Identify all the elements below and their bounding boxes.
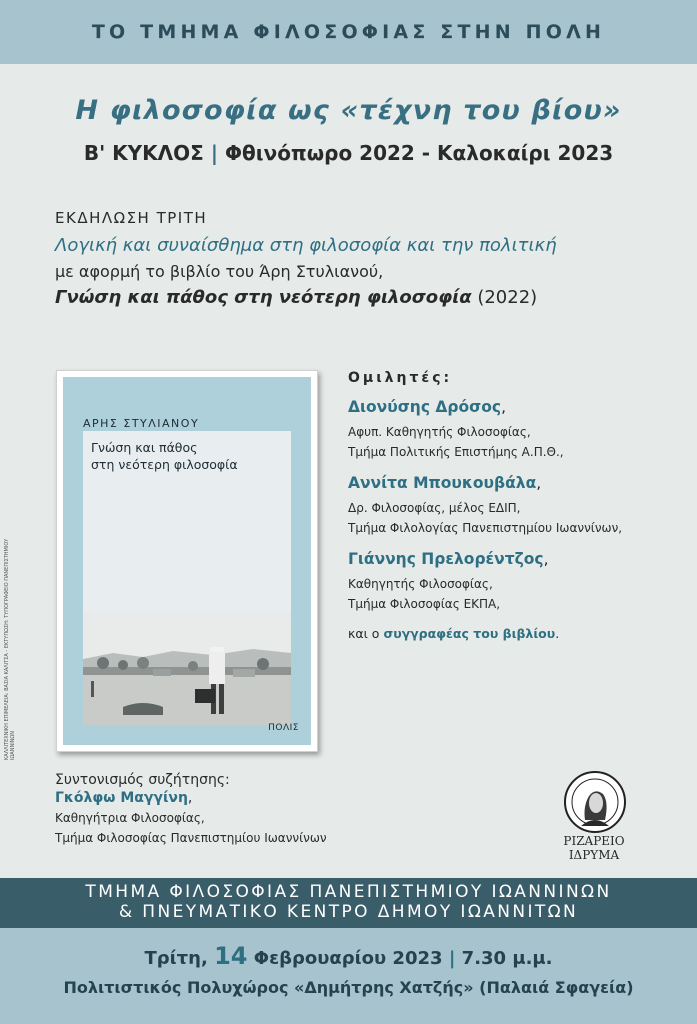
- book-cover: [56, 370, 318, 752]
- speaker-comma: ,: [501, 398, 506, 416]
- coordinator-name: Γκόλφω Μαγγίνη: [55, 790, 188, 806]
- book-title-line2: στη νεότερη φιλοσοφία: [91, 457, 238, 472]
- event-book-year: (2022): [477, 287, 538, 308]
- coordinator-comma: ,: [187, 790, 193, 806]
- speaker-comma: ,: [543, 550, 549, 568]
- speaker-item: [348, 398, 678, 462]
- event-month-year: Φεβρουαρίου 2023: [253, 948, 443, 969]
- speaker-role-line1: Δρ. Φιλοσοφίας, μέλος ΕΔΙΠ,: [348, 501, 521, 515]
- event-book-line: [55, 287, 675, 308]
- event-date-line: [0, 942, 697, 970]
- speaker-role: [348, 422, 678, 462]
- closing-suffix: .: [555, 626, 560, 641]
- organizer-line1: ΤΜΗΜΑ ΦΙΛΟΣΟΦΙΑΣ ΠΑΝΕΠΙΣΤΗΜΙΟΥ ΙΩΑΝΝΙΝΩΝ: [85, 882, 612, 902]
- coordinator-role: [55, 808, 375, 848]
- event-topic: Λογική και συναίσθημα στη φιλοσοφία και την πολιτική: [55, 235, 557, 256]
- event-block: [55, 209, 675, 308]
- coordinator-role-line2: Τμήμα Φιλοσοφίας Πανεπιστημίου Ιωαννίνων: [55, 831, 327, 845]
- event-date-separator: |: [448, 948, 456, 969]
- event-venue: Πολιτιστικός Πολυχώρος «Δημήτρης Χατζής» (Παλαιά Σφαγεία): [63, 978, 634, 997]
- event-weekday: Τρίτη,: [144, 948, 208, 969]
- book-cover-photo: [83, 611, 291, 725]
- closing-prefix: και ο: [348, 626, 380, 641]
- coordination-label: Συντονισμός συζήτησης:: [55, 772, 230, 788]
- event-label: ΕΚΔΗΛΩΣΗ ΤΡΙΤΗ: [55, 209, 208, 227]
- coordinator-role-line1: Καθηγήτρια Φιλοσοφίας,: [55, 811, 205, 825]
- book-author: ΑΡΗΣ ΣΤΥΛΙΑΝΟΥ: [83, 417, 200, 430]
- foundation-name: ΡΙΖΑΡΕΙΟ ΙΔΡΥΜΑ: [563, 834, 625, 862]
- speaker-name-line: [348, 398, 678, 416]
- speaker-role-line1: Αφυπ. Καθηγητής Φιλοσοφίας,: [348, 425, 531, 439]
- speaker-role-line1: Καθηγητής Φιλοσοφίας,: [348, 577, 493, 591]
- speaker-role-line2: Τμήμα Φιλοσοφίας ΕΚΠΑ,: [348, 597, 501, 611]
- organizer-line2: & ΠΝΕΥΜΑΤΙΚΟ ΚΕΝΤΡΟ ΔΗΜΟΥ ΙΩΑΝΝΙΤΩΝ: [118, 902, 579, 922]
- organizers-band: [0, 878, 697, 928]
- book-title: [91, 439, 238, 473]
- speaker-name: Αννίτα Μπουκουβάλα: [348, 474, 537, 492]
- event-day: 14: [214, 942, 248, 970]
- event-time: 7.30 μ.μ.: [461, 948, 553, 969]
- rizarios-seal-logo: [563, 770, 627, 834]
- series-separator: |: [210, 141, 219, 165]
- series-cycle-line: [0, 141, 697, 165]
- speaker-item: [348, 474, 678, 538]
- speaker-comma: ,: [536, 474, 542, 492]
- speaker-name: Διονύσης Δρόσος: [348, 398, 502, 416]
- book-title-box: [83, 431, 291, 611]
- speakers-heading: Ομιλητές:: [348, 370, 453, 386]
- speakers-section: [348, 370, 678, 641]
- speaker-name-line: [348, 550, 678, 568]
- book-title-line1: Γνώση και πάθος: [91, 440, 198, 455]
- speaker-role: [348, 498, 678, 538]
- series-cycle: Β' ΚΥΚΛΟΣ: [83, 141, 204, 165]
- side-credit: ΚΑΛΛΙΤΕΧΝΙΚΗ ΕΠΙΜΕΛΕΙΑ: ΒΑΣΙΑ ΚΑΛΙΤΣΑ - ΕΚΤΥΠΩΣΗ: ΤΥΠΟΓΡΑΦΕΙΟ ΠΑΝΕΠΙΣΤΗΜΙΟΥ ΙΩΑΝΝΙΝΩΝ: [4, 538, 16, 760]
- speakers-closing: [348, 626, 678, 641]
- speaker-name: Γιάννης Πρελορέντζος: [348, 550, 544, 568]
- series-title: Η φιλοσοφία ως «τέχνη του βίου»: [75, 95, 622, 126]
- closing-author: συγγραφέας του βιβλίου: [383, 626, 556, 641]
- speaker-name-line: [348, 474, 678, 492]
- speaker-role: [348, 574, 678, 614]
- series-period: Φθινόπωρο 2022 - Καλοκαίρι 2023: [225, 141, 614, 165]
- book-publisher: ΠΟΛΙΣ: [268, 723, 299, 733]
- event-book-title: Γνώση και πάθος στη νεότερη φιλοσοφία: [55, 287, 472, 308]
- coordinator-name-line: [55, 790, 375, 806]
- header-band-text: ΤΟ ΤΜΗΜΑ ΦΙΛΟΣΟΦΙΑΣ ΣΤΗΝ ΠΟΛΗ: [91, 21, 606, 43]
- speaker-item: [348, 550, 678, 614]
- schedule-band: [0, 928, 697, 1024]
- event-occasion: με αφορμή το βιβλίο του Άρη Στυλιανού,: [55, 262, 384, 281]
- speaker-role-line2: Τμήμα Πολιτικής Επιστήμης Α.Π.Θ.,: [348, 445, 564, 459]
- coordination-section: [55, 772, 375, 848]
- header-band: [0, 0, 697, 64]
- speaker-role-line2: Τμήμα Φιλολογίας Πανεπιστημίου Ιωαννίνων,: [348, 521, 623, 535]
- book-cover-background: [63, 377, 311, 745]
